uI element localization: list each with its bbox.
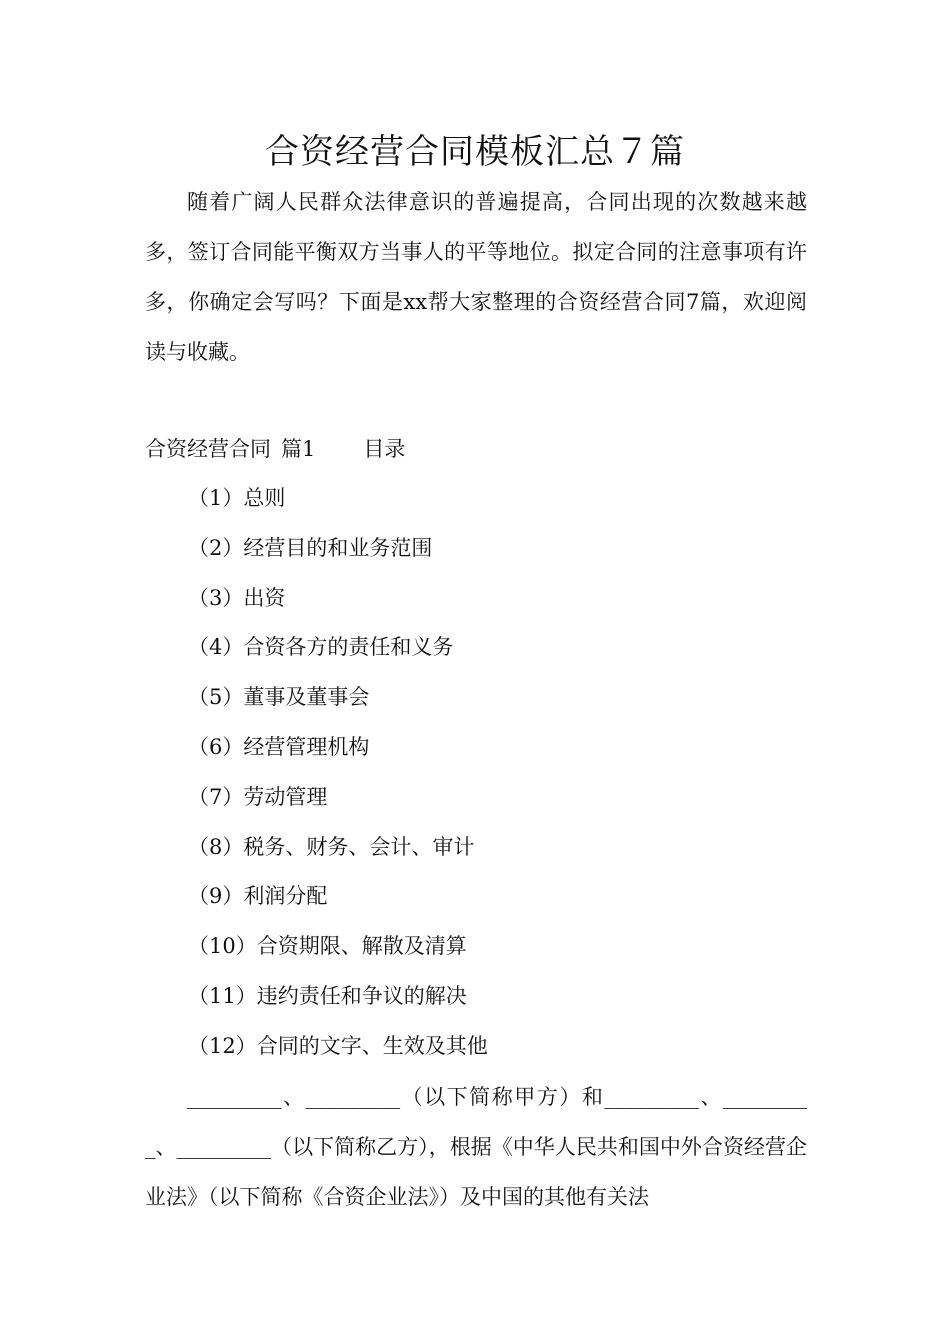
toc-item: （2）经营目的和业务范围 [188,535,433,560]
toc-item: （7）劳动管理 [188,784,328,809]
intro-paragraph: 随着广阔人民群众法律意识的普遍提高，合同出现的次数越来越多，签订合同能平衡双方当事人的平等地位。拟定合同的注意事项有许多，你确定会写吗？下面是xx帮大家整理的合资经营合同7篇，欢迎阅读与收藏。 [145,190,807,364]
table-of-contents [188,474,488,1072]
toc-item: （9）利润分配 [188,884,328,909]
article-number: 篇1 [281,437,316,461]
document-title: 合资经营合同模板汇总７篇 [265,132,685,172]
toc-item: （6）经营管理机构 [188,734,370,759]
toc-item: （10）合资期限、解散及清算 [188,934,467,959]
toc-item: （3）出资 [188,585,286,610]
toc-item: （12）合同的文字、生效及其他 [188,1033,488,1058]
toc-item: （4）合资各方的责任和义务 [188,635,454,660]
article-label: 合资经营合同 [145,437,271,461]
toc-item: （11）违约责任和争议的解决 [188,983,467,1008]
toc-heading: 目录 [363,437,406,461]
article-heading [145,424,807,474]
toc-item: （8）税务、财务、会计、审计 [188,834,475,859]
toc-item: （5）董事及董事会 [188,685,370,710]
toc-item: （1）总则 [188,486,286,510]
opening-paragraph: _________、_________（以下简称甲方）和_________、_________、_________（以下简称乙方），根据《中华人民共和国中外合资经营企业法》（以下简称《合资企业法》）及中国的其他有关法 [145,1085,807,1209]
